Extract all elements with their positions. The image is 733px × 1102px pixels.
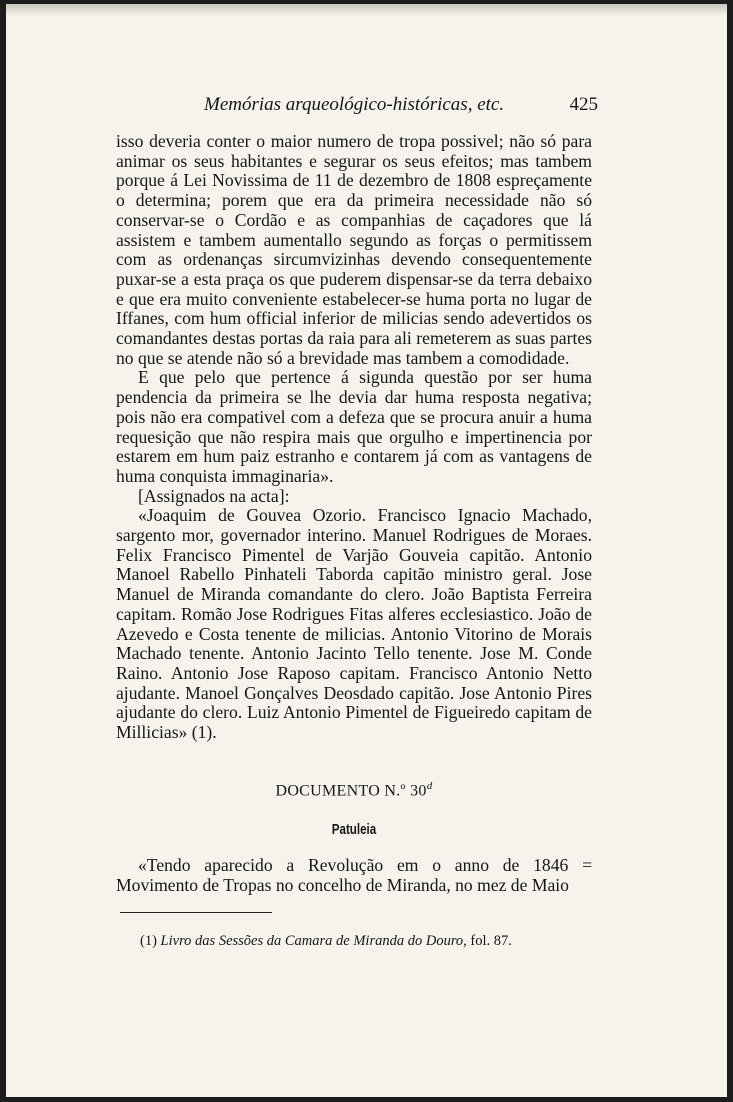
footnote-marker: (1): [140, 933, 157, 949]
paragraph-revolution: «Tendo aparecido a Revolução em o anno de 1846 = Movimento de Tropas no concelho de Miranda, no mez de Maio: [116, 855, 592, 895]
footnote-source: Livro das Sessões da Camara de Miranda do Douro,: [160, 933, 467, 949]
document-heading: [116, 780, 592, 800]
running-title: Memórias arqueológico-históricas, etc.: [204, 94, 505, 115]
running-header: [118, 94, 598, 118]
closing-text-block: [116, 856, 592, 895]
section-heading: Patuleia: [331, 822, 377, 838]
page-number: 425: [569, 94, 598, 115]
paragraph-second-question: E que pelo que pertence á sigunda questão por ser huma pendencia da primeira se lhe devia dar huma resposta negativa; pois não era compativel com a defeza que se procura anuir a huma requesição que não respira mais que orgulho e impertinencia por estarem em hum paiz estranho e contarem já com as vantagens de huma conquista immaginaria».: [116, 367, 592, 486]
scan-edge-shadow: [6, 4, 727, 16]
book-page: [6, 4, 727, 1097]
paragraph-continuation: isso deveria conter o maior numero de tropa possivel; não só para animar os seus habitantes e segurar os seus efeitos; mas tambem porque á Lei Novissima de 11 de dezembro de 1808 espreçamente o determina; porem que era da primeira necessidade não só conservar-se o Cordão e as companhias de caçadores que lá assistem e tambem aumentallo segundo as forças o permitissem com as ordenanças sircumvizinhas devendo consequentemente puxar-se a esta praça os que puderem dispensar-se da terra debaixo e que era muito conveniente estabelecer-se huma porta no lugar de Iffanes, com hum official inferior de milicias sendo adevertidos os comandantes destas portas da raia para ali remeterem as suas partes no que se atende não só a brevidade mas tambem a comodidade.: [116, 131, 592, 368]
footnote-locator: fol. 87.: [470, 933, 512, 949]
footnote: [116, 932, 616, 950]
document-heading-label: DOCUMENTO N.º 30: [275, 782, 427, 800]
paragraph-signatures-intro: [Assignados na acta]:: [138, 485, 290, 506]
main-text-block: [116, 132, 592, 743]
footnote-divider: [120, 912, 272, 913]
document-heading-suffix: d: [426, 780, 433, 792]
paragraph-signatories: «Joaquim de Gouvea Ozorio. Francisco Ignacio Machado, sargento mor, governador interino. Manuel Rodrigues de Moraes. Felix Francisco Pimentel de Varjão Gouveia capitão. Antonio Manoel Rabello Pinhateli Taborda capitão ministro geral. Jose Manuel de Miranda comandante do clero. João Baptista Ferreira capitam. Romão Jose Rodrigues Fitas alferes ecclesiastico. João de Azevedo e Costa tenente de milicias. Antonio Vitorino de Morais Machado tenente. Antonio Jacinto Tello tenente. Jose M. Conde Raino. Antonio Jose Raposo capitam. Francisco Antonio Netto ajudante. Manoel Gonçalves Deosdado capitão. Jose Antonio Pires ajudante do clero. Luiz Antonio Pimentel de Figueiredo capitam de Millicias» (1).: [116, 505, 592, 743]
